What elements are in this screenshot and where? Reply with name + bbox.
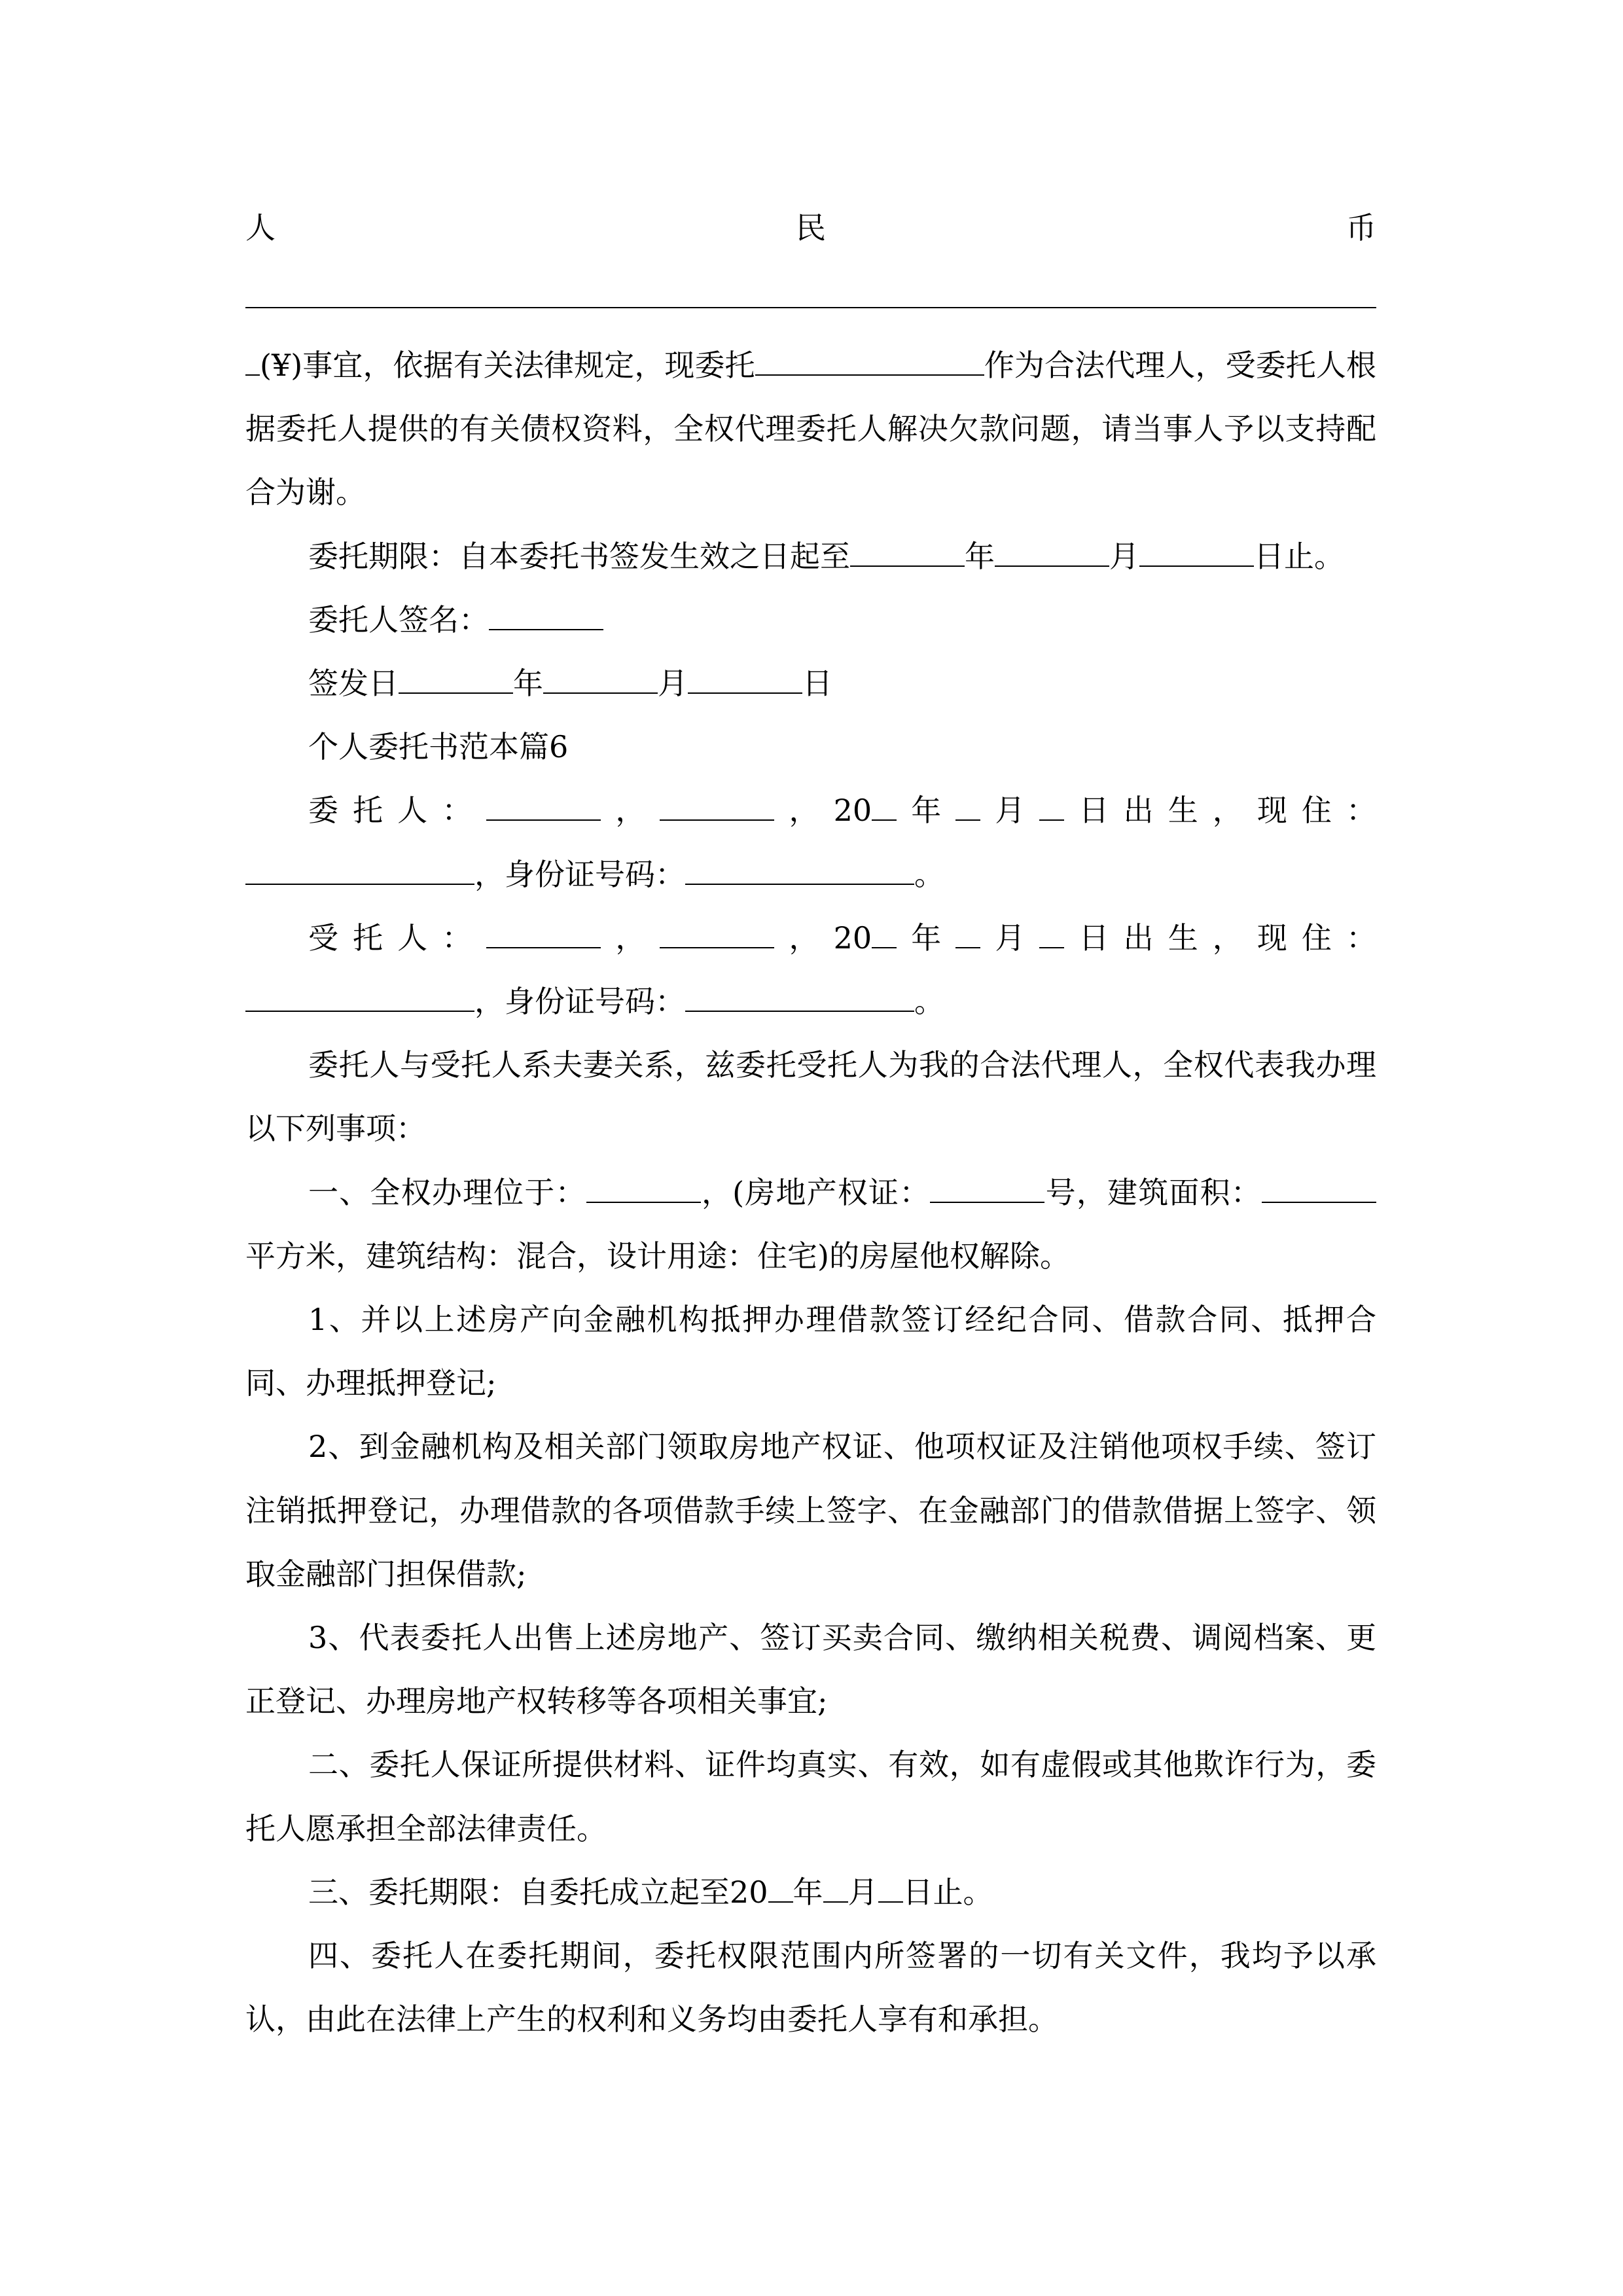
blank-month <box>995 539 1109 567</box>
paragraph-agent: 受托人： ， ，20 年 月 日出生，现住： <box>308 920 1377 956</box>
paragraph-term: 委托期限：自本委托书签发生效之日起至 年 月 日止。 <box>308 538 1344 574</box>
blank-principal-birth-year <box>872 793 897 821</box>
paragraph-item-1: 一、全权办理位于： ，(房地产权证： 号，建筑面积：平方米，建筑结构：混合，设计用途：住宅)的房屋他权解除。 <box>245 1161 1376 1288</box>
blank-area <box>1262 1175 1376 1203</box>
paragraph-item-3: 三、委托期限：自委托成立起至20 年 月 日止。 <box>308 1874 993 1910</box>
blank-signature <box>489 603 603 630</box>
blank-agent-name <box>755 348 984 376</box>
blank-principal-name <box>486 793 601 821</box>
blank-principal-address <box>245 857 474 885</box>
blank-amount <box>245 348 260 376</box>
section-title: 个人委托书范本篇6 <box>308 729 569 765</box>
rmb-char-2: 民 <box>796 210 826 245</box>
blank-certificate-no <box>930 1175 1044 1203</box>
paragraph-authorization: (¥)事宜，依据有关法律规定，现委托 作为合法代理人，受委托人根据委托人提供的有关债权资料，全权代理委托人解决欠款问题，请当事人予以支持配合为谢。 <box>245 348 1377 511</box>
blank-principal-id <box>685 857 914 885</box>
paragraph-issue-date: 签发日 年 月 日 <box>308 666 832 702</box>
blank-agent-birth-day <box>1039 921 1064 948</box>
blank-principal-birth-day <box>1039 793 1064 821</box>
blank-agent-gender <box>660 921 774 948</box>
rmb-char-1: 人 <box>245 210 276 245</box>
blank-location <box>586 1175 701 1203</box>
paragraph-principal: 委托人： ， ，20 年 月 日出生，现住： <box>308 793 1377 829</box>
blank-agent-address <box>245 984 474 1012</box>
paragraph-agent-id: ，身份证号码： 。 <box>245 970 1376 1033</box>
blank-agent-birth-month <box>955 921 980 948</box>
amount-fill-line <box>245 307 1376 308</box>
blank-agent-name2 <box>486 921 601 948</box>
blank-term-year <box>768 1875 793 1903</box>
blank-agent-id <box>685 984 914 1012</box>
paragraph-relation: 委托人与受托人系夫妻关系，兹委托受托人为我的合法代理人，全权代表我办理以下列事项： <box>245 1047 1376 1147</box>
paragraph-principal-id: ，身份证号码： 。 <box>245 843 1376 906</box>
blank-principal-birth-month <box>955 793 980 821</box>
blank-year <box>850 539 965 567</box>
paragraph-sub-2: 2、到金融机构及相关部门领取房地产权证、他项权证及注销他项权手续、签订注销抵押登记，办理借款的各项借款手续上签字、在金融部门的借款借据上签字、领取金融部门担保借款; <box>245 1429 1376 1592</box>
blank-term-day <box>878 1875 903 1903</box>
body-text <box>245 334 1376 2051</box>
paragraph-sub-1: 1、并以上述房产向金融机构抵押办理借款签订经纪合同、借款合同、抵押合同、办理抵押登记; <box>245 1302 1376 1401</box>
blank-agent-birth-year <box>872 921 897 948</box>
rmb-char-3: 币 <box>1346 210 1376 245</box>
paragraph-sub-3: 3、代表委托人出售上述房地产、签订买卖合同、缴纳相关税费、调阅档案、更正登记、办理房地产权转移等各项相关事宜; <box>245 1620 1376 1719</box>
rmb-heading-row <box>245 208 1376 247</box>
blank-day <box>1139 539 1254 567</box>
blank-principal-gender <box>660 793 774 821</box>
paragraph-item-4: 四、委托人在委托期间，委托权限范围内所签署的一切有关文件，我均予以承认，由此在法律上产生的权利和义务均由委托人享有和承担。 <box>245 1938 1376 2037</box>
paragraph-signature: 委托人签名： <box>245 588 1376 652</box>
blank-issue-day <box>688 666 802 694</box>
blank-issue-month <box>543 666 658 694</box>
blank-term-month <box>823 1875 848 1903</box>
blank-issue-year <box>399 666 513 694</box>
paragraph-item-2: 二、委托人保证所提供材料、证件均真实、有效，如有虚假或其他欺诈行为，委托人愿承担全部法律责任。 <box>245 1747 1376 1846</box>
